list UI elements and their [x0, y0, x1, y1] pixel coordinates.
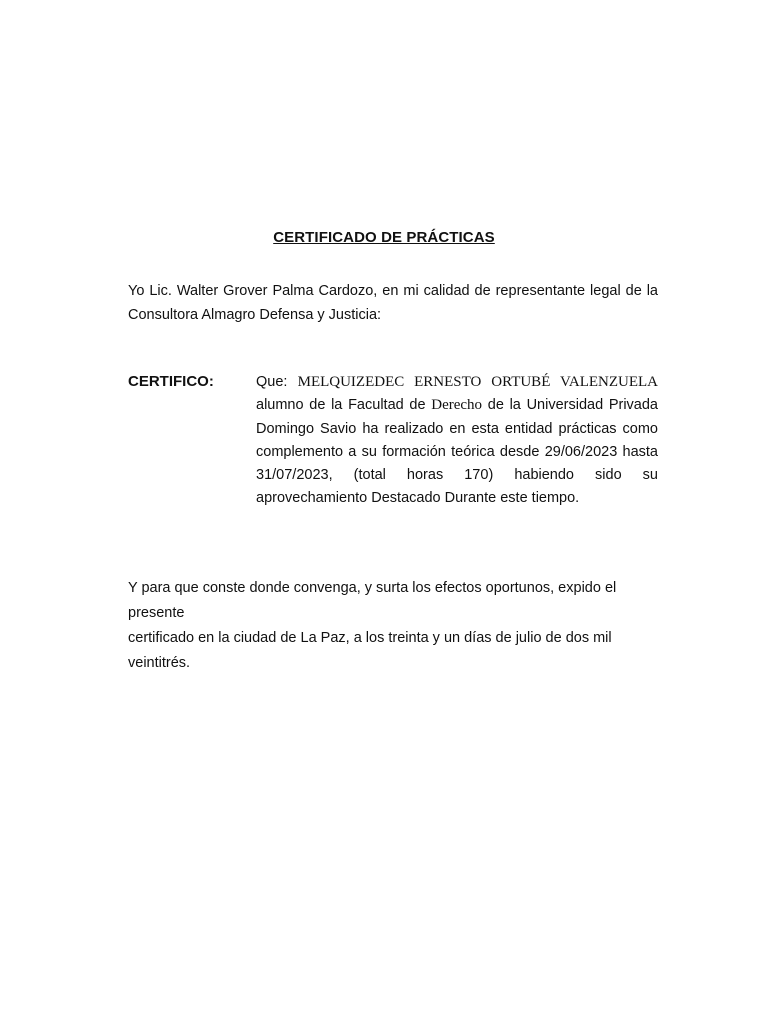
certifico-line-6: aprovechamiento Destacado Durante este tiempo. — [256, 490, 580, 507]
document-title: CERTIFICADO DE PRÁCTICAS — [273, 229, 495, 246]
intro-line-2: Consultora Almagro Defensa y Justicia: — [128, 306, 382, 323]
closing-line-2: certificado en la ciudad de La Paz, a los treinta y un días de julio de dos mil veintitrés. — [128, 630, 612, 671]
closing-line-1: Y para que conste donde convenga, y surta los efectos oportunos, expido el presente — [128, 580, 617, 621]
certifico-line-2-end: de la Universidad Privada — [487, 397, 658, 414]
certifico-label: CERTIFICO: — [128, 373, 214, 390]
intro-line-1: Yo Lic. Walter Grover Palma Cardozo, en mi calidad de representante legal de la — [128, 283, 658, 299]
certifico-line-4: complemento a su formación teórica desde 29/06/2023 hasta — [256, 443, 658, 460]
closing-paragraph — [128, 576, 673, 676]
certifico-line-3: Domingo Savio ha realizado en esta entidad prácticas como — [256, 420, 658, 437]
que-label: Que: — [256, 374, 288, 390]
certifico-line-2 — [256, 394, 658, 417]
certifico-line-2-start: alumno de la Facultad de — [256, 397, 426, 414]
certifico-line-1 — [256, 371, 658, 394]
faculty-name: Derecho — [431, 397, 483, 414]
certifico-paragraph — [256, 371, 658, 511]
intro-paragraph — [128, 280, 658, 327]
student-name: MELQUIZEDEC ERNESTO ORTUBÉ VALENZUELA — [297, 374, 659, 390]
certifico-line-5: 31/07/2023, (total horas 170) habiendo sido su — [256, 467, 658, 484]
